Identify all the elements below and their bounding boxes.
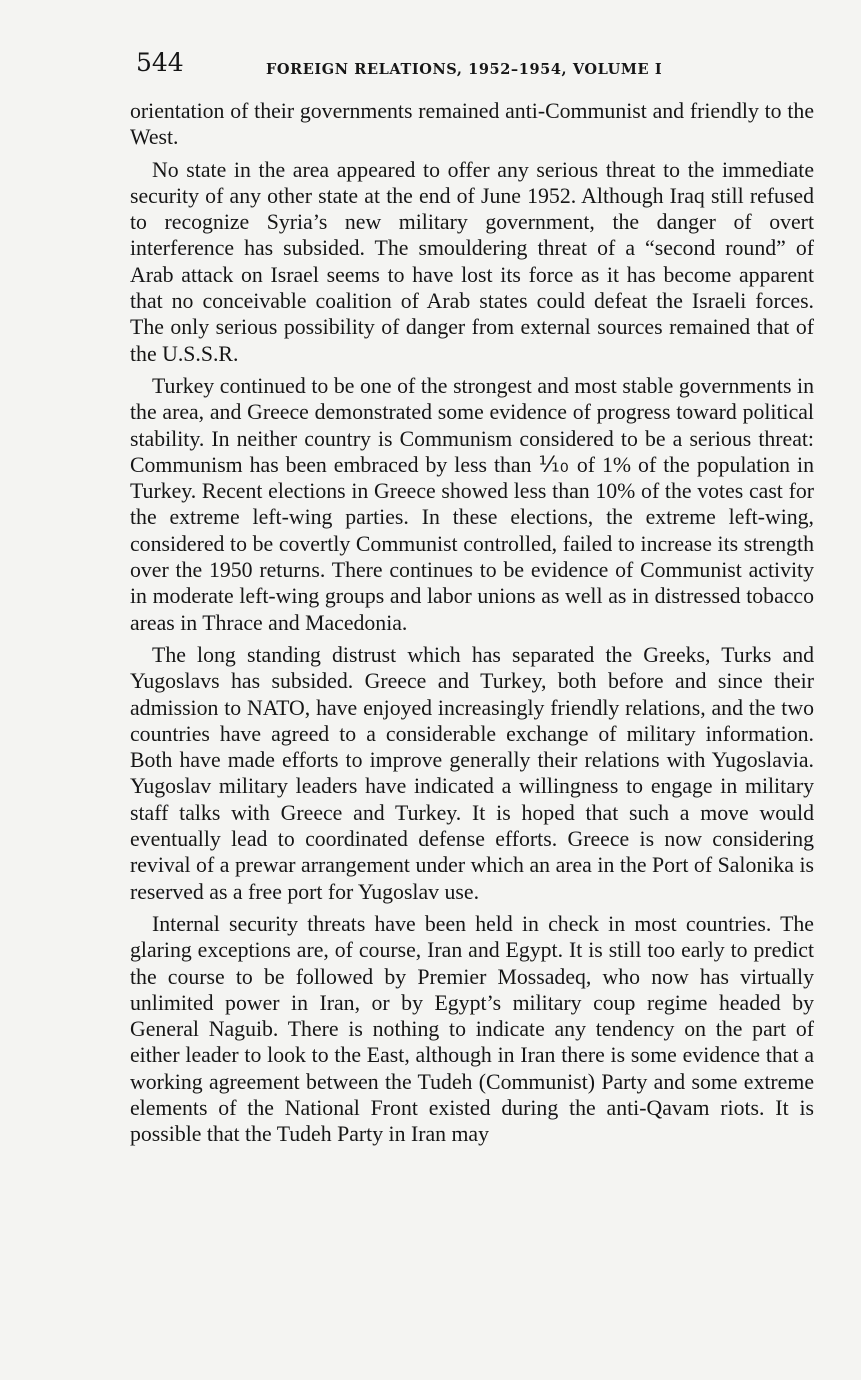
- paragraph-turkey-greece: Turkey continued to be one of the strongest and most stable governments in the area, and Greece demonstrated some evidence of progress toward political stability. In neither country is Communism considered to be a serious threat: Communism has been embraced by less than ⅒ of 1% of the population in Turkey. Recent elections in Greece showed less than 10% of the votes cast for the extreme left-wing parties. In these elections, the extreme left-wing, considered to be covertly Communist controlled, failed to increase its strength over the 1950 returns. There continues to be evidence of Communist activity in moderate left-wing groups and labor unions as well as in distressed tobacco areas in Thrace and Macedonia.: [130, 373, 814, 635]
- running-head: FOREIGN RELATIONS, 1952–1954, VOLUME I: [266, 61, 663, 78]
- page-number: 544: [136, 48, 184, 77]
- body-text: [130, 98, 814, 1148]
- paragraph-greeks-turks-yugoslavs: The long standing distrust which has separated the Greeks, Turks and Yugoslavs has subsided. Greece and Turkey, both before and since their admission to NATO, have enjoyed increasingly friendly relations, and the two countries have agreed to a considerable exchange of military information. Both have made efforts to improve generally their relations with Yugoslavia. Yugoslav military leaders have indicated a willingness to engage in military staff talks with Greece and Turkey. It is hoped that such a move would eventually lead to coordinated defense efforts. Greece is now considering revival of a prewar arrangement under which an area in the Port of Salonika is reserved as a free port for Yugoslav use.: [130, 642, 814, 904]
- paragraph-regional-security: No state in the area appeared to offer any serious threat to the immediate security of any other state at the end of June 1952. Although Iraq still refused to recognize Syria’s new military government, the danger of overt interference has subsided. The smouldering threat of a “second round” of Arab attack on Israel seems to have lost its force as it has become apparent that no conceivable coalition of Arab states could defeat the Israeli forces. The only serious possibility of danger from external sources remained that of the U.S.S.R.: [130, 157, 814, 366]
- paragraph-internal-security: Internal security threats have been held in check in most countries. The glaring exceptions are, of course, Iran and Egypt. It is still too early to predict the course to be followed by Premier Mossadeq, who now has virtually unlimited power in Iran, or by Egypt’s military coup regime headed by General Naguib. There is nothing to indicate any tendency on the part of either leader to look to the East, although in Iran there is some evidence that a working agreement between the Tudeh (Communist) Party and some extreme elements of the National Front existed during the anti-Qavam riots. It is possible that the Tudeh Party in Iran may: [130, 911, 814, 1147]
- paragraph-continuation: orientation of their governments remained anti-Communist and friendly to the West.: [130, 99, 814, 150]
